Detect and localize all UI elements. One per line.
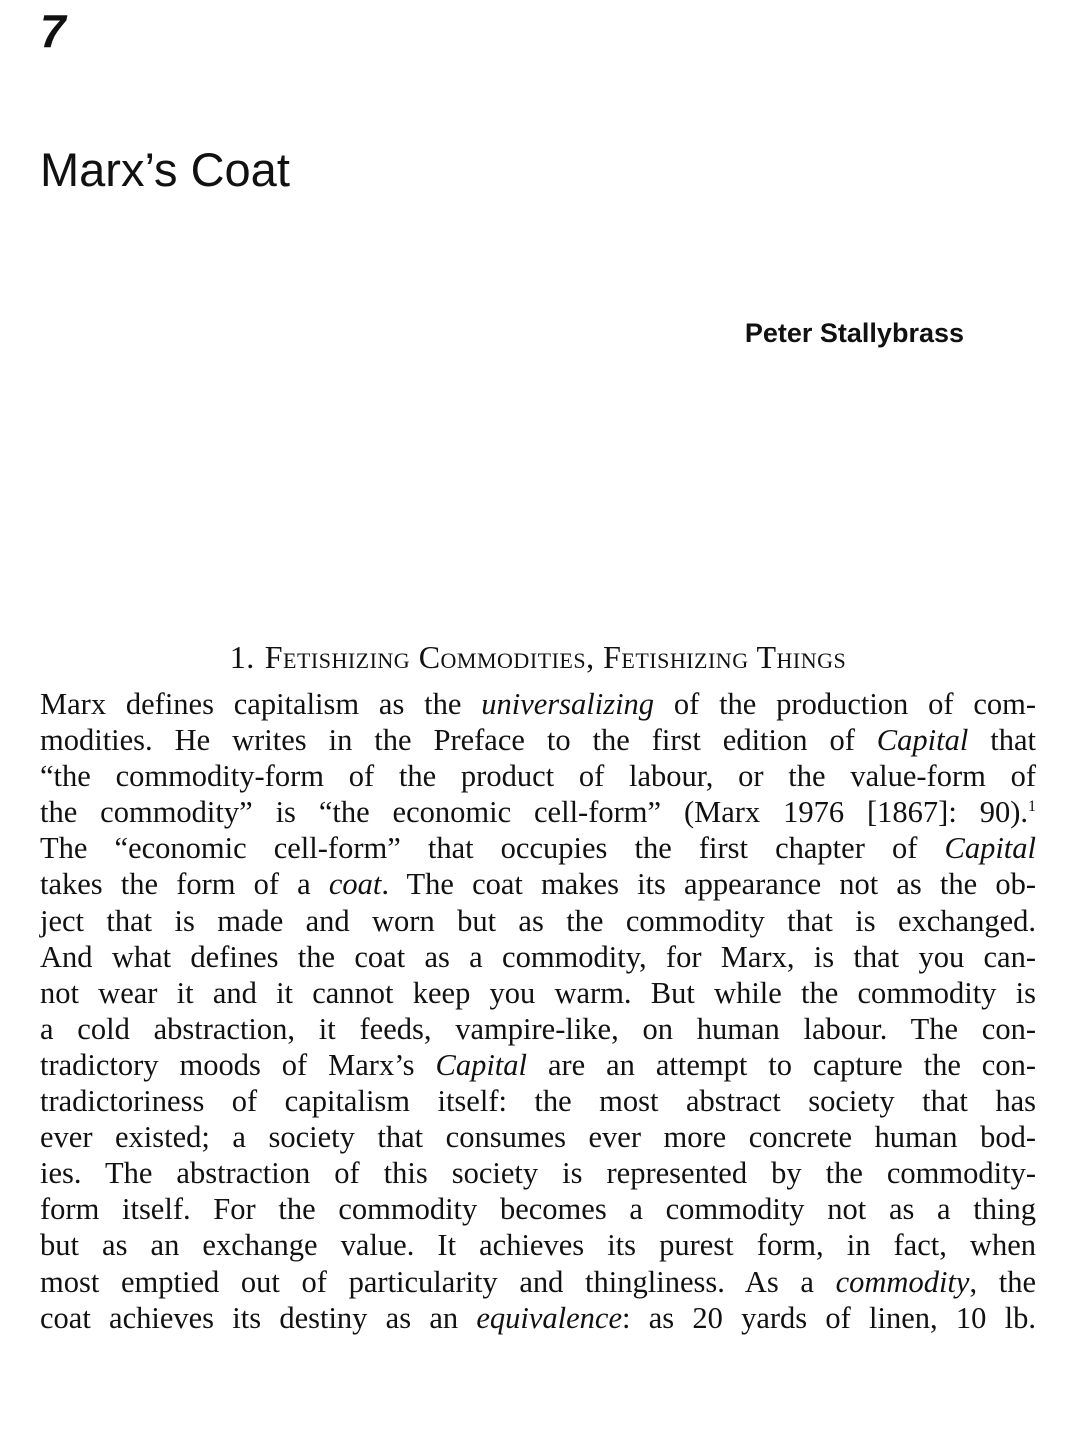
text-line: the commodity” is “the economic cell-form” (Marx 1976 [1867]: 90).$^1$ xyxy=(40,795,1036,830)
text-line: tradictoriness of capitalism itself: the most abstract society that has xyxy=(40,1084,1036,1119)
emphasis-text: equivalence xyxy=(476,1300,622,1335)
emphasis-text: Capital xyxy=(435,1047,527,1082)
emphasis-text: Capital xyxy=(876,723,969,758)
body-paragraph xyxy=(40,686,1036,1336)
section-title: Fetishizing Commodities, Fetishizing Things xyxy=(264,639,847,675)
text-line: modities. He writes in the Preface to the first edition of Capital that xyxy=(40,723,1036,758)
text-line: most emptied out of particularity and thingliness. As a commodity, the xyxy=(40,1264,1036,1299)
text-line: ject that is made and worn but as the commodity that is exchanged. xyxy=(40,903,1036,938)
chapter-number: 7 xyxy=(40,5,66,57)
text-line: takes the form of a coat. The coat makes its appearance not as the ob- xyxy=(40,867,1036,902)
text-line: form itself. For the commodity becomes a commodity not as a thing xyxy=(40,1192,1036,1227)
text-line: coat achieves its destiny as an equivalence: as 20 yards of linen, 10 lb. xyxy=(40,1300,1036,1335)
emphasis-text: coat xyxy=(328,867,382,902)
text-line: but as an exchange value. It achieves its purest form, in fact, when xyxy=(40,1228,1036,1263)
text-line: ever existed; a society that consumes ever more concrete human bod- xyxy=(40,1120,1036,1155)
text-line: tradictory moods of Marx’s Capital are an attempt to capture the con- xyxy=(40,1047,1036,1082)
text-line: not wear it and it cannot keep you warm. But while the commodity is xyxy=(40,975,1036,1010)
text-line: a cold abstraction, it feeds, vampire-like, on human labour. The con- xyxy=(40,1011,1036,1046)
emphasis-text: universalizing xyxy=(481,687,655,721)
emphasis-text: commodity xyxy=(835,1264,970,1299)
chapter-title: Marx’s Coat xyxy=(40,143,290,196)
text-line: “the commodity-form of the product of labour, or the value-form of xyxy=(40,759,1036,794)
emphasis-text: Capital xyxy=(944,831,1036,866)
author-name: Peter Stallybrass xyxy=(744,318,964,348)
text-line: The “economic cell-form” that occupies the first chapter of Capital xyxy=(40,831,1036,866)
text-line: Marx defines capitalism as the universalizing of the production of com- xyxy=(40,687,1036,721)
footnote-marker[interactable]: 1 xyxy=(1028,798,1036,816)
section-heading xyxy=(40,641,1036,673)
section-number: 1. xyxy=(229,639,255,675)
text-line: And what defines the coat as a commodity, for Marx, is that you can- xyxy=(40,939,1036,974)
text-line: ies. The abstraction of this society is represented by the commodity- xyxy=(40,1156,1036,1191)
